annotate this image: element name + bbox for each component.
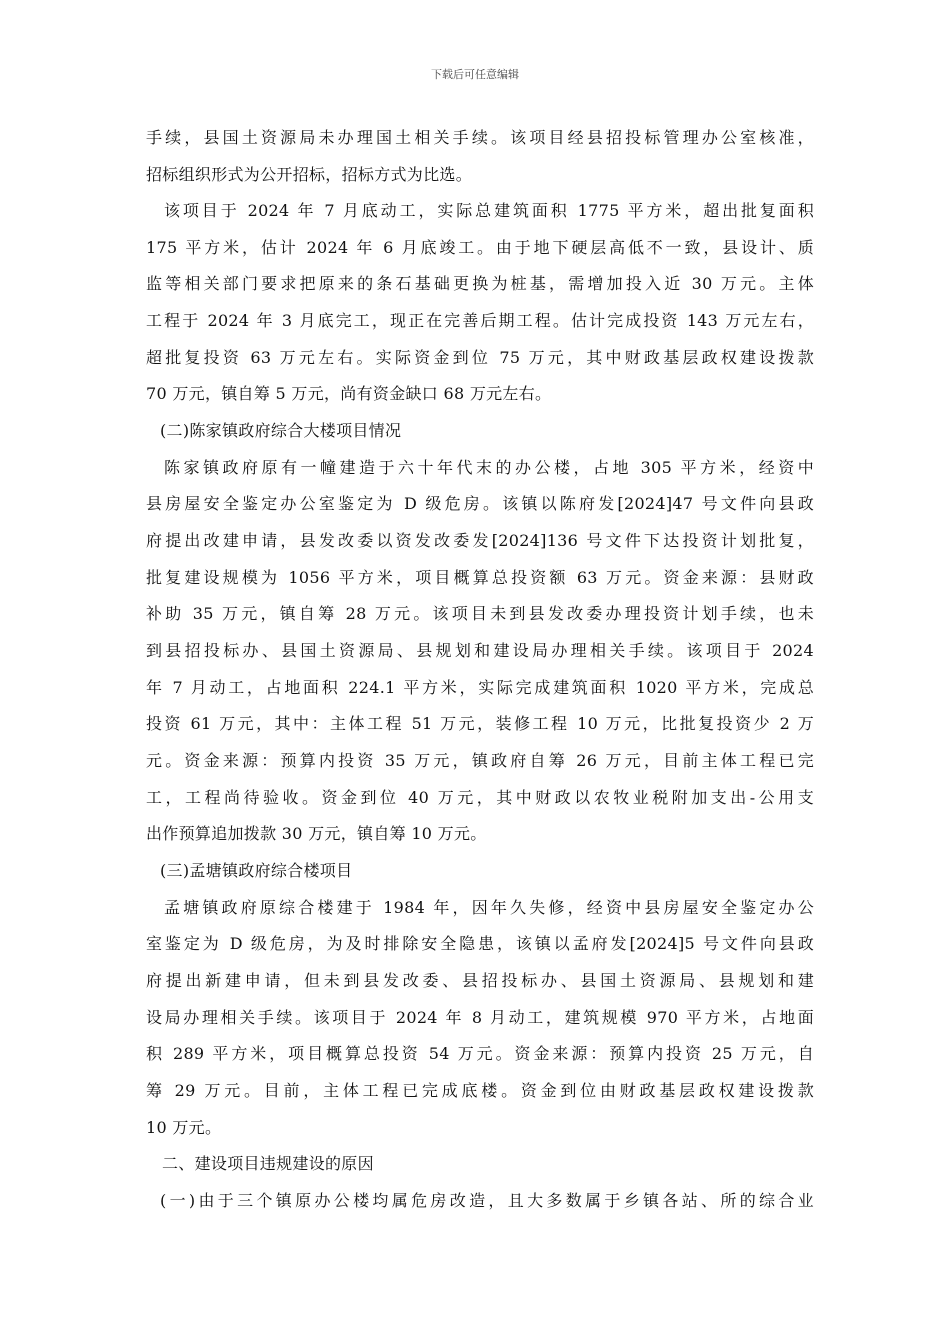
paragraph-line: 府提出改建申请，县发改委以资发改委发[2024]136 号文件下达投资计划批复， xyxy=(146,531,814,550)
paragraph-line: 10 万元。 xyxy=(146,1118,222,1137)
paragraph-line: (一)由于三个镇原办公楼均属危房改造，且大多数属于乡镇各站、所的综合业 xyxy=(160,1191,814,1210)
paragraph-line: 元。资金来源：预算内投资 35 万元，镇政府自筹 26 万元，目前主体工程已完 xyxy=(146,751,814,770)
paragraph-line: 该项目于 2024 年 7 月底动工，实际总建筑面积 1775 平方米，超出批复面积 xyxy=(164,201,814,220)
paragraph-line: 投资 61 万元，其中：主体工程 51 万元，装修工程 10 万元，比批复投资少 2 万 xyxy=(146,714,814,733)
paragraph-line: 70 万元，镇自筹 5 万元，尚有资金缺口 68 万元左右。 xyxy=(146,384,552,403)
paragraph-line: 筹 29 万元。目前，主体工程已完成底楼。资金到位由财政基层政权建设拨款 xyxy=(146,1081,814,1100)
paragraph-line: 出作预算追加拨款 30 万元，镇自筹 10 万元。 xyxy=(146,824,487,843)
paragraph-line: 补助 35 万元，镇自筹 28 万元。该项目未到县发改委办理投资计划手续，也未 xyxy=(146,604,814,623)
section-heading: 二、建设项目违规建设的原因 xyxy=(162,1154,374,1173)
section-heading: (三)孟塘镇政府综合楼项目 xyxy=(160,861,353,880)
paragraph-line: 监等相关部门要求把原来的条石基础更换为桩基，需增加投入近 30 万元。主体 xyxy=(146,274,814,293)
paragraph-line: 县房屋安全鉴定办公室鉴定为 D 级危房。该镇以陈府发[2024]47 号文件向县政 xyxy=(146,494,814,513)
paragraph-line: 工，工程尚待验收。资金到位 40 万元，其中财政以农牧业税附加支出-公用支 xyxy=(146,788,814,807)
paragraph-line: 室鉴定为 D 级危房，为及时排除安全隐患，该镇以孟府发[2024]5 号文件向县政 xyxy=(146,934,814,953)
paragraph-line: 175 平方米，估计 2024 年 6 月底竣工。由于地下硬层高低不一致，县设计、质 xyxy=(146,238,814,257)
section-heading: (二)陈家镇政府综合大楼项目情况 xyxy=(160,421,402,440)
paragraph-line: 设局办理相关手续。该项目于 2024 年 8 月动工，建筑规模 970 平方米，占地面 xyxy=(146,1008,814,1027)
page-header: 下载后可任意编辑 xyxy=(431,68,519,81)
paragraph-line: 陈家镇政府原有一幢建造于六十年代末的办公楼，占地 305 平方米，经资中 xyxy=(164,458,814,477)
paragraph-line: 孟塘镇政府原综合楼建于 1984 年，因年久失修，经资中县房屋安全鉴定办公 xyxy=(164,898,814,917)
paragraph-line: 年 7 月动工，占地面积 224.1 平方米，实际完成建筑面积 1020 平方米，完成总 xyxy=(146,678,814,697)
paragraph-line: 积 289 平方米，项目概算总投资 54 万元。资金来源：预算内投资 25 万元，自 xyxy=(146,1044,814,1063)
paragraph-line: 招标组织形式为公开招标，招标方式为比选。 xyxy=(146,165,473,184)
paragraph-line: 到县招投标办、县国土资源局、县规划和建设局办理相关手续。该项目于 2024 xyxy=(146,641,814,660)
paragraph-line: 府提出新建申请，但未到县发改委、县招投标办、县国土资源局、县规划和建 xyxy=(146,971,814,990)
paragraph-line: 超批复投资 63 万元左右。实际资金到位 75 万元，其中财政基层政权建设拨款 xyxy=(146,348,814,367)
paragraph-line: 手续，县国土资源局未办理国土相关手续。该项目经县招投标管理办公室核准， xyxy=(146,128,814,147)
paragraph-line: 工程于 2024 年 3 月底完工，现正在完善后期工程。估计完成投资 143 万元左右， xyxy=(146,311,814,330)
paragraph-line: 批复建设规模为 1056 平方米，项目概算总投资额 63 万元。资金来源：县财政 xyxy=(146,568,814,587)
